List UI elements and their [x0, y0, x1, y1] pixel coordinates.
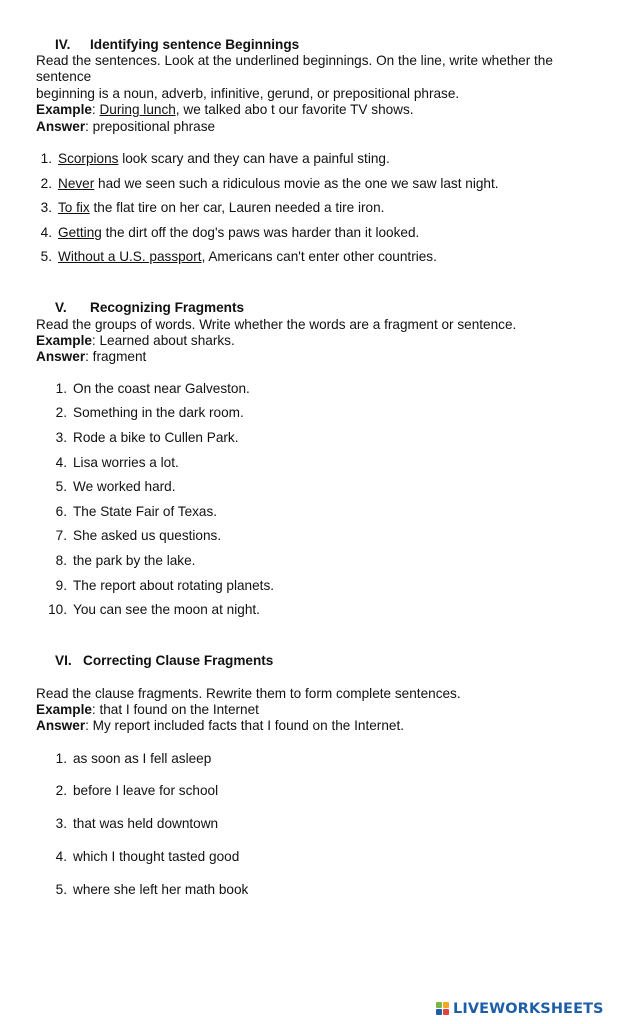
list-item [40, 176, 499, 192]
item-number: 8. [55, 553, 67, 568]
item-text: where she left her math book [73, 882, 249, 897]
list-item [55, 430, 239, 446]
item-text: You can see the moon at night. [73, 602, 260, 617]
item-text: Lisa worries a lot. [73, 455, 179, 470]
list-item [55, 553, 196, 569]
answer-line [36, 718, 404, 734]
answer-label: Answer [36, 349, 86, 364]
logo-square [436, 1002, 442, 1008]
example-line [36, 702, 259, 718]
item-number: 2. [55, 783, 67, 798]
list-item [55, 504, 218, 520]
list-item [55, 751, 212, 767]
instruction-line: Read the clause fragments. Rewrite them to form complete sentences. [36, 686, 461, 701]
item-underlined: Without a U.S. passport [58, 249, 202, 264]
section-vi-heading [55, 653, 273, 669]
logo-square [443, 1002, 449, 1008]
example-line: Example: During lunch, we talked abo t our favorite TV shows. [36, 102, 414, 117]
section-numeral: IV. [55, 37, 71, 52]
item-text: the park by the lake. [73, 553, 196, 568]
item-text: , Americans can't enter other countries. [201, 249, 437, 264]
answer-label: Answer [36, 718, 86, 733]
section-title: Correcting Clause Fragments [83, 653, 274, 668]
section-title: Identifying sentence Beginnings [90, 37, 300, 52]
answer-line [36, 119, 215, 135]
list-item [55, 882, 249, 898]
item-number: 7. [55, 528, 67, 543]
list-item [55, 405, 244, 421]
logo-square [436, 1009, 442, 1015]
item-number: 2. [55, 405, 67, 420]
section-numeral: V. [55, 300, 67, 315]
example-text: : Learned about sharks. [91, 333, 235, 348]
item-underlined: Scorpions [58, 151, 119, 166]
example-text: : that I found on the Internet [91, 702, 259, 717]
instruction-line: Read the groups of words. Write whether the words are a fragment or sentence. [36, 317, 517, 332]
item-text: Something in the dark room. [73, 405, 244, 420]
example-text: we talked abo t our favorite TV shows. [179, 102, 414, 117]
item-text: the flat tire on her car, Lauren needed a tire iron. [89, 200, 385, 215]
item-number: 3. [55, 816, 67, 831]
section-title: Recognizing Fragments [90, 300, 245, 315]
list-item [55, 816, 219, 832]
item-text: The report about rotating planets. [73, 578, 275, 593]
item-number: 5. [55, 882, 67, 897]
item-text: Rode a bike to Cullen Park. [73, 430, 239, 445]
answer-text: : prepositional phrase [85, 119, 216, 134]
item-text: which I thought tasted good [73, 849, 240, 864]
item-underlined: Getting [58, 225, 102, 240]
instruction-line: Read the sentences. Look at the underlined beginnings. On the line, write whether the [36, 53, 553, 68]
list-item [48, 602, 260, 618]
list-item [40, 151, 390, 167]
item-number: 1. [55, 751, 67, 766]
item-text: look scary and they can have a painful sting. [118, 151, 390, 166]
item-text: as soon as I fell asleep [73, 751, 212, 766]
item-text: that was held downtown [73, 816, 219, 831]
item-number: 9. [55, 578, 67, 593]
list-item [40, 225, 420, 241]
item-number: 10. [48, 602, 67, 617]
item-number: 4. [55, 849, 67, 864]
item-text: before I leave for school [73, 783, 219, 798]
item-text: had we seen such a ridiculous movie as the one we saw last night. [94, 176, 499, 191]
list-item [40, 249, 437, 265]
item-text: We worked hard. [73, 479, 176, 494]
logo-square [443, 1009, 449, 1015]
instruction-line: beginning is a noun, adverb, infinitive, gerund, or prepositional phrase. [36, 86, 460, 101]
list-item [40, 200, 385, 216]
item-number: 5. [55, 479, 67, 494]
list-item [55, 578, 275, 594]
item-underlined: Never [58, 176, 95, 191]
answer-line [36, 349, 146, 365]
item-number: 4. [55, 455, 67, 470]
watermark-text: LIVEWORKSHEETS [453, 1000, 604, 1017]
item-number: 5. [40, 249, 52, 264]
example-label: Example [36, 333, 92, 348]
example-label: Example [36, 702, 92, 717]
item-number: 1. [40, 151, 52, 166]
example-underlined: During lunch, [99, 102, 180, 117]
list-item [55, 455, 179, 471]
instruction-line: sentence [36, 69, 92, 84]
section-numeral: VI. [55, 653, 72, 668]
section-iv-heading [55, 37, 299, 53]
example-line [36, 333, 235, 349]
item-number: 1. [55, 381, 67, 396]
section-v-heading [55, 300, 244, 316]
example-label: Example [36, 102, 92, 117]
list-item [55, 783, 219, 799]
answer-label: Answer [36, 119, 86, 134]
item-underlined: To fix [58, 200, 90, 215]
answer-text: : My report included facts that I found on the Internet. [85, 718, 404, 733]
liveworksheets-logo-icon [436, 1002, 450, 1016]
item-text: On the coast near Galveston. [73, 381, 250, 396]
item-text: The State Fair of Texas. [73, 504, 218, 519]
item-number: 4. [40, 225, 52, 240]
item-text: the dirt off the dog's paws was harder than it looked. [101, 225, 420, 240]
item-number: 3. [55, 430, 67, 445]
list-item [55, 528, 222, 544]
list-item [55, 849, 240, 865]
liveworksheets-watermark[interactable] [436, 1001, 604, 1017]
list-item [55, 381, 250, 397]
answer-text: : fragment [85, 349, 147, 364]
item-number: 3. [40, 200, 52, 215]
item-number: 6. [55, 504, 67, 519]
item-text: She asked us questions. [73, 528, 222, 543]
item-number: 2. [40, 176, 52, 191]
list-item [55, 479, 176, 495]
